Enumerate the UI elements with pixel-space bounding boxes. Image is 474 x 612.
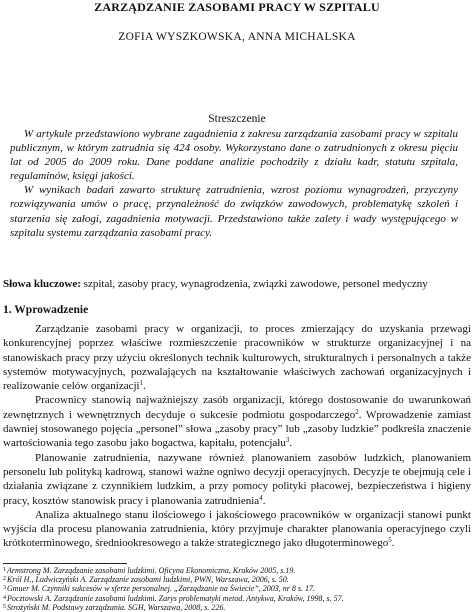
- body-paragraph: Planowanie zatrudnienia, nazywane również planowaniem zasobów ludzkich, planowaniem personelu lub polityką kadrową, stanowi ważne ogniwo decyzji operacyjnych. Decyzje te obejmują cele i działania związane z czynnikiem ludzkim, a przy pomocy polityki płacowej, bezpieczeństwa i higieny pracy, kosztów stanowisk pracy i planowania zatrudnienia$^4$.: [3, 451, 471, 507]
- footnote-text: Armstrong M. Zarządzanie zasobami ludzkimi. Oficyna Ekonomiczna, Kraków 2005, s.19.: [7, 566, 296, 575]
- abstract-heading: Streszczenie: [208, 113, 266, 125]
- abstract: [10, 127, 458, 240]
- keywords-label: Słowa kluczowe:: [3, 278, 81, 290]
- body-paragraph: Analiza aktualnego stanu ilościowego i jakościowego pracowników w organizacji stanowi punkt wyjścia dla procesu planowania zatrudnienia, który przyjmuje charakter planowania operacyjnego czyli krótkoterminowego, średniookresowego a także strategicznego jako długoterminowego$^5$.: [3, 508, 471, 550]
- footnote: [3, 603, 471, 612]
- body-paragraph: Pracownicy stanowią najważniejszy zasób organizacji, którego dostosowanie do uwarunkowań zewnętrznych i wewnętrznych decyduje o sukcesie podmiotu gospodarczego$^2$. Wprowadzenie zamiast dawniej stosowanego pojęcia „personel” słowa „zasoby pracy” lub „zasoby ludzkie” podkreśla znaczenie wartościowania tego zasobu jako bogactwa, kapitału, potencjału$^3$.: [3, 394, 471, 450]
- body-text-run: Analiza aktualnego stanu ilościowego i jakościowego pracowników w organizacji stanowi punkt wyjścia dla procesu planowania zatrudnienia, który przyjmuje charakter planowania operacyjnego czyli krótkoterminowego, średniookresowego a także strategicznego jako długoterminowego: [3, 508, 471, 550]
- footnote-number: 4: [3, 594, 6, 601]
- footnote: [3, 584, 471, 593]
- footnote-ref[interactable]: 3: [285, 436, 290, 445]
- footnote-ref[interactable]: 5: [388, 536, 392, 545]
- keywords: [3, 277, 465, 291]
- footnote-text: Król H., Ludwiczyński A. Zarządzanie zasobami ludzkimi, PWN, Warszawa, 2006, s. 50.: [7, 575, 289, 585]
- paper-authors: ZOFIA WYSZKOWSKA, ANNA MICHALSKA: [118, 31, 356, 43]
- footnote-ref[interactable]: 1: [139, 379, 144, 388]
- body-text-run: Pracownicy stanowią najważniejszy zasób organizacji, którego dostosowanie do uwarunkowań zewnętrznych i wewnętrznych decyduje o sukcesie podmiotu gospodarczego: [3, 394, 471, 421]
- footnote-ref[interactable]: 2: [355, 407, 359, 416]
- body-text-run: . Wprowadzenie zamiast dawniej stosowanego pojęcia „personel” słowa „zasoby pracy” lub „zasoby ludzkie” podkreśla znaczenie wartościowania tego zasobu jako bogactwa, kapitału, potencjału: [3, 408, 471, 450]
- footnote-text: Pocztowski A. Zarządzanie zasobami ludzkimi. Zarys problematyki metod. Antykwa, Kraków, 1998, s. 57.: [7, 593, 344, 603]
- body-text-run: Zarządzanie zasobami pracy w organizacji, to proces zmierzający do uzyskania przewagi konkurencyjnej poprzez właściwe rozmieszczenie pracowników w strukturze organizacyjnej i na stanowiskach pracy przy użyciu określonych technik kulturowych, strukturalnych i personalnych a także systemów motywacyjnych, pozwalających na kształtowanie właściwych zachowań organizacyjnych i realizowanie celów organizacji: [3, 323, 471, 393]
- abstract-paragraph: W artykule przedstawiono wybrane zagadnienia z zakresu zarządzania zasobami pracy w szpitalu publicznym, w którym zatrudnia się 424 osoby. Wykorzystano dane o zatrudnionych z okresu pięciu lat od 2005 do 2009 roku. Dane poddane analizie pochodziły z działu kadr, statutu szpitala, regulaminów, księgi jakości.: [10, 128, 458, 183]
- footnote: [3, 566, 471, 575]
- footnotes: [3, 566, 471, 612]
- footnote-number: 5: [3, 603, 6, 610]
- footnote-number: 1: [3, 567, 6, 573]
- body-paragraph: Zarządzanie zasobami pracy w organizacji, to proces zmierzający do uzyskania przewagi konkurencyjnej poprzez właściwe rozmieszczenie pracowników w strukturze organizacyjnej i na stanowiskach pracy przy użyciu określonych technik kulturowych, strukturalnych i personalnych a także systemów motywacyjnych, pozwalających na kształtowanie właściwych zachowań organizacyjnych i realizowanie celów organizacji$^1$.: [3, 323, 471, 393]
- footnote-ref[interactable]: 4: [259, 493, 263, 502]
- body-text-run: Planowanie zatrudnienia, nazywane również planowaniem zasobów ludzkich, planowaniem personelu lub polityką kadrową, stanowi ważne ogniwo decyzji operacyjnych. Decyzje te obejmują cele i działania związane z czynnikiem ludzkim, a przy pomocy polityki płacowej, bezpieczeństwa i higieny pracy, kosztów stanowisk pracy i planowania zatrudnienia: [3, 451, 471, 507]
- paper-title: ZARZĄDZANIE ZASOBAMI PRACY W SZPITALU: [94, 0, 380, 14]
- footnote: [3, 575, 471, 584]
- abstract-paragraph: W wynikach badań zawarto strukturę zatrudnienia, wzrost poziomu wynagrodzeń, przyczyny rozwiązywania umów o pracę, przynależność do związków zawodowych, problematykę szkoleń i starzenia się załogi, zagadnienia motywacji. Przedstawiono także zalety i wady występującego w szpitalu systemu zarządzania zasobami pracy.: [10, 184, 458, 239]
- footnote-number: 2: [3, 576, 6, 583]
- footnote-text: Gmuer M. Czynniki sukcesów w sferze personalnej. „Zarządzanie na Świecie”, 2003, nr 8 s. 17.: [7, 584, 315, 594]
- footnote-text: Strożyński M. Podstawy zarządzania. SGH, Warszawa, 2008, s. 226.: [7, 602, 226, 612]
- keywords-text: szpital, zasoby pracy, wynagrodzenia, związki zawodowe, personel medyczny: [80, 278, 428, 290]
- footnote: [3, 594, 471, 603]
- body-text: [3, 322, 471, 551]
- section-heading: 1. Wprowadzenie: [3, 304, 89, 316]
- footnote-number: 3: [3, 585, 6, 592]
- footnote-divider: [3, 563, 127, 564]
